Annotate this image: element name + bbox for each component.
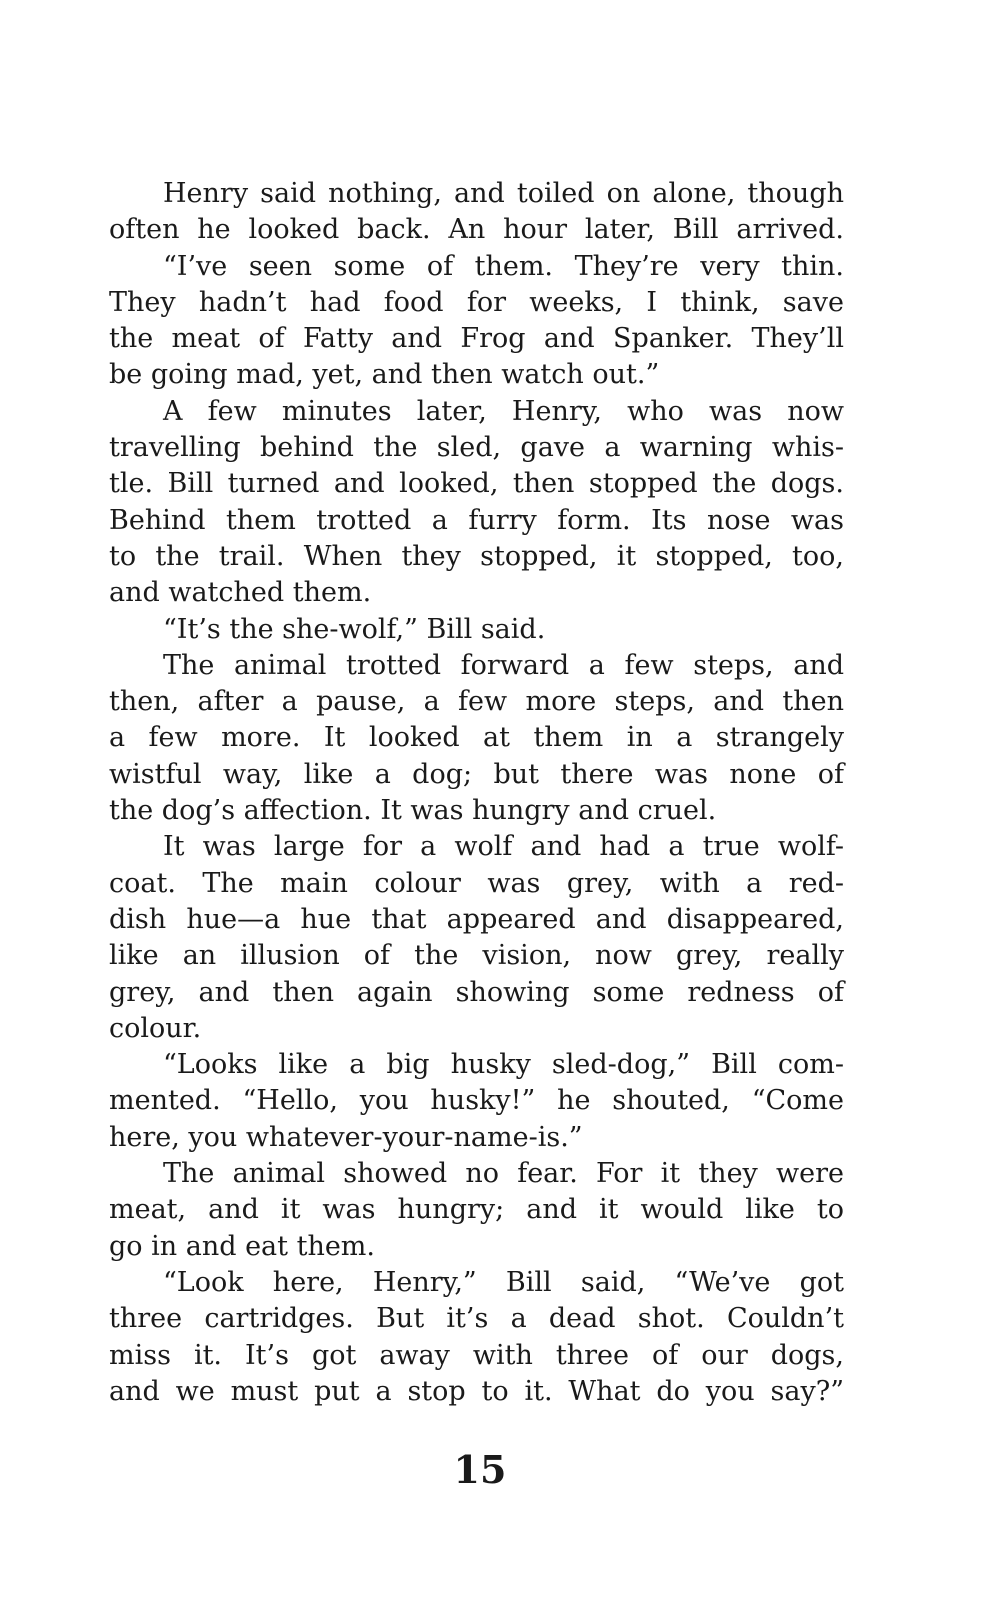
text-line: meat, and it was hungry; and it would like to [109,1194,844,1226]
text-line: and we must put a stop to it. What do you say?” [109,1375,844,1407]
text-line: the dog’s affection. It was hungry and cruel. [109,795,717,827]
text-line: grey, and then again showing some redness of [109,976,844,1008]
text-line: here, you whatever-your-name-is.” [109,1121,583,1153]
text-line: dish hue—a hue that appeared and disappeared, [109,903,844,935]
text-line: Behind them trotted a furry form. Its nose was [109,504,844,536]
body-text [109,176,844,1410]
text-line: miss it. It’s got away with three of our dogs, [109,1339,844,1371]
text-line: be going mad, yet, and then watch out.” [109,359,660,391]
text-line: Henry said nothing, and toiled on alone, though [163,178,844,209]
text-line: three cartridges. But it’s a dead shot. Couldn’t [109,1303,844,1335]
text-line: The animal trotted forward a few steps, and [163,649,844,681]
text-line: and watched them. [109,577,372,609]
text-line: colour. [109,1012,202,1044]
text-line: then, after a pause, a few more steps, and then [109,686,844,718]
text-line: “I’ve seen some of them. They’re very thin. [163,250,844,282]
text-line: to the trail. When they stopped, it stopped, too, [109,540,844,572]
text-line: wistful way, like a dog; but there was none of [109,758,844,790]
text-line: They hadn’t had food for weeks, I think, save [109,286,844,318]
text-line: It was large for a wolf and had a true wolf- [163,831,844,863]
text-line: like an illusion of the vision, now grey, really [109,940,844,972]
text-line: tle. Bill turned and looked, then stopped the dogs. [109,468,844,500]
text-line: a few more. It looked at them in a strangely [109,722,844,754]
text-line: often he looked back. An hour later, Bill arrived. [109,214,844,246]
page-number: 15 [453,1447,507,1492]
text-line: go in and eat them. [109,1230,375,1262]
text-line: “Looks like a big husky sled-dog,” Bill com- [163,1049,844,1081]
text-line: mented. “Hello, you husky!” he shouted, “Come [109,1085,844,1117]
text-line: The animal showed no fear. For it they were [163,1158,844,1190]
text-line: travelling behind the sled, gave a warning whis- [109,432,844,464]
text-line: “It’s the she-wolf,” Bill said. [163,613,546,645]
text-line: coat. The main colour was grey, with a red- [109,867,844,899]
text-line: the meat of Fatty and Frog and Spanker. They’ll [109,323,844,355]
text-line: “Look here, Henry,” Bill said, “We’ve got [163,1266,844,1298]
text-line: A few minutes later, Henry, who was now [163,395,844,427]
